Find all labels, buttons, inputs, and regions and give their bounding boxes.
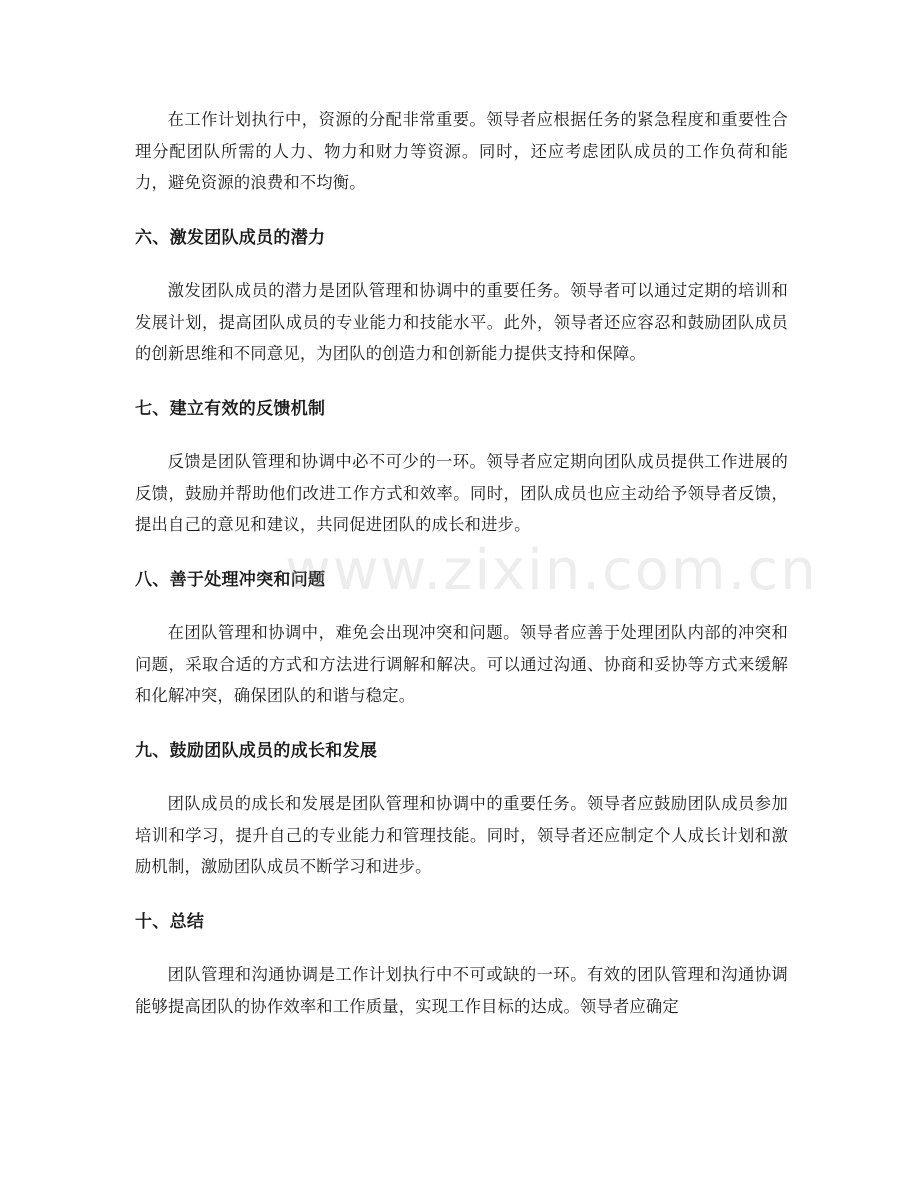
section-heading-7: 七、建立有效的反馈机制 — [135, 398, 326, 419]
section-paragraph-6: 激发团队成员的潜力是团队管理和协调中的重要任务。领导者可以通过定期的培训和发展计划，提高团队成员的专业能力和技能水平。此外，领导者还应容忍和鼓励团队成员的创新思维和不同意见，为团队的创造力和创新能力提供支持和保障。 — [135, 281, 788, 363]
section-paragraph-7: 反馈是团队管理和协调中必不可少的一环。领导者应定期向团队成员提供工作进展的反馈，鼓励并帮助他们改进工作方式和效率。同时，团队成员也应主动给予领导者反馈，提出自己的意见和建议，共同促进团队的成长和进步。 — [135, 452, 788, 534]
section-paragraph-9: 团队成员的成长和发展是团队管理和协调中的重要任务。领导者应鼓励团队成员参加培训和学习，提升自己的专业能力和管理技能。同时，领导者还应制定个人成长计划和激励机制，激励团队成员不断学习和进步。 — [135, 794, 788, 876]
section-paragraph-10: 团队管理和沟通协调是工作计划执行中不可或缺的一环。有效的团队管理和沟通协调能够提高团队的协作效率和工作质量，实现工作目标的达成。领导者应确定 — [135, 965, 788, 1016]
section-heading-9: 九、鼓励团队成员的成长和发展 — [135, 740, 378, 761]
section-heading-6: 六、激发团队成员的潜力 — [135, 227, 326, 248]
intro-paragraph: 在工作计划执行中，资源的分配非常重要。领导者应根据任务的紧急程度和重要性合理分配团队所需的人力、物力和财力等资源。同时，还应考虑团队成员的工作负荷和能力，避免资源的浪费和不均衡。 — [135, 110, 788, 192]
section-heading-8: 八、善于处理冲突和问题 — [135, 569, 326, 590]
watermark-text: www.zixin.com.cn — [285, 538, 818, 603]
document-body — [135, 104, 788, 1022]
section-paragraph-8: 在团队管理和协调中，难免会出现冲突和问题。领导者应善于处理团队内部的冲突和问题，采取合适的方式和方法进行调解和解决。可以通过沟通、协商和妥协等方式来缓解和化解冲突，确保团队的和谐与稳定。 — [135, 623, 788, 705]
section-heading-10: 十、总结 — [135, 911, 205, 932]
